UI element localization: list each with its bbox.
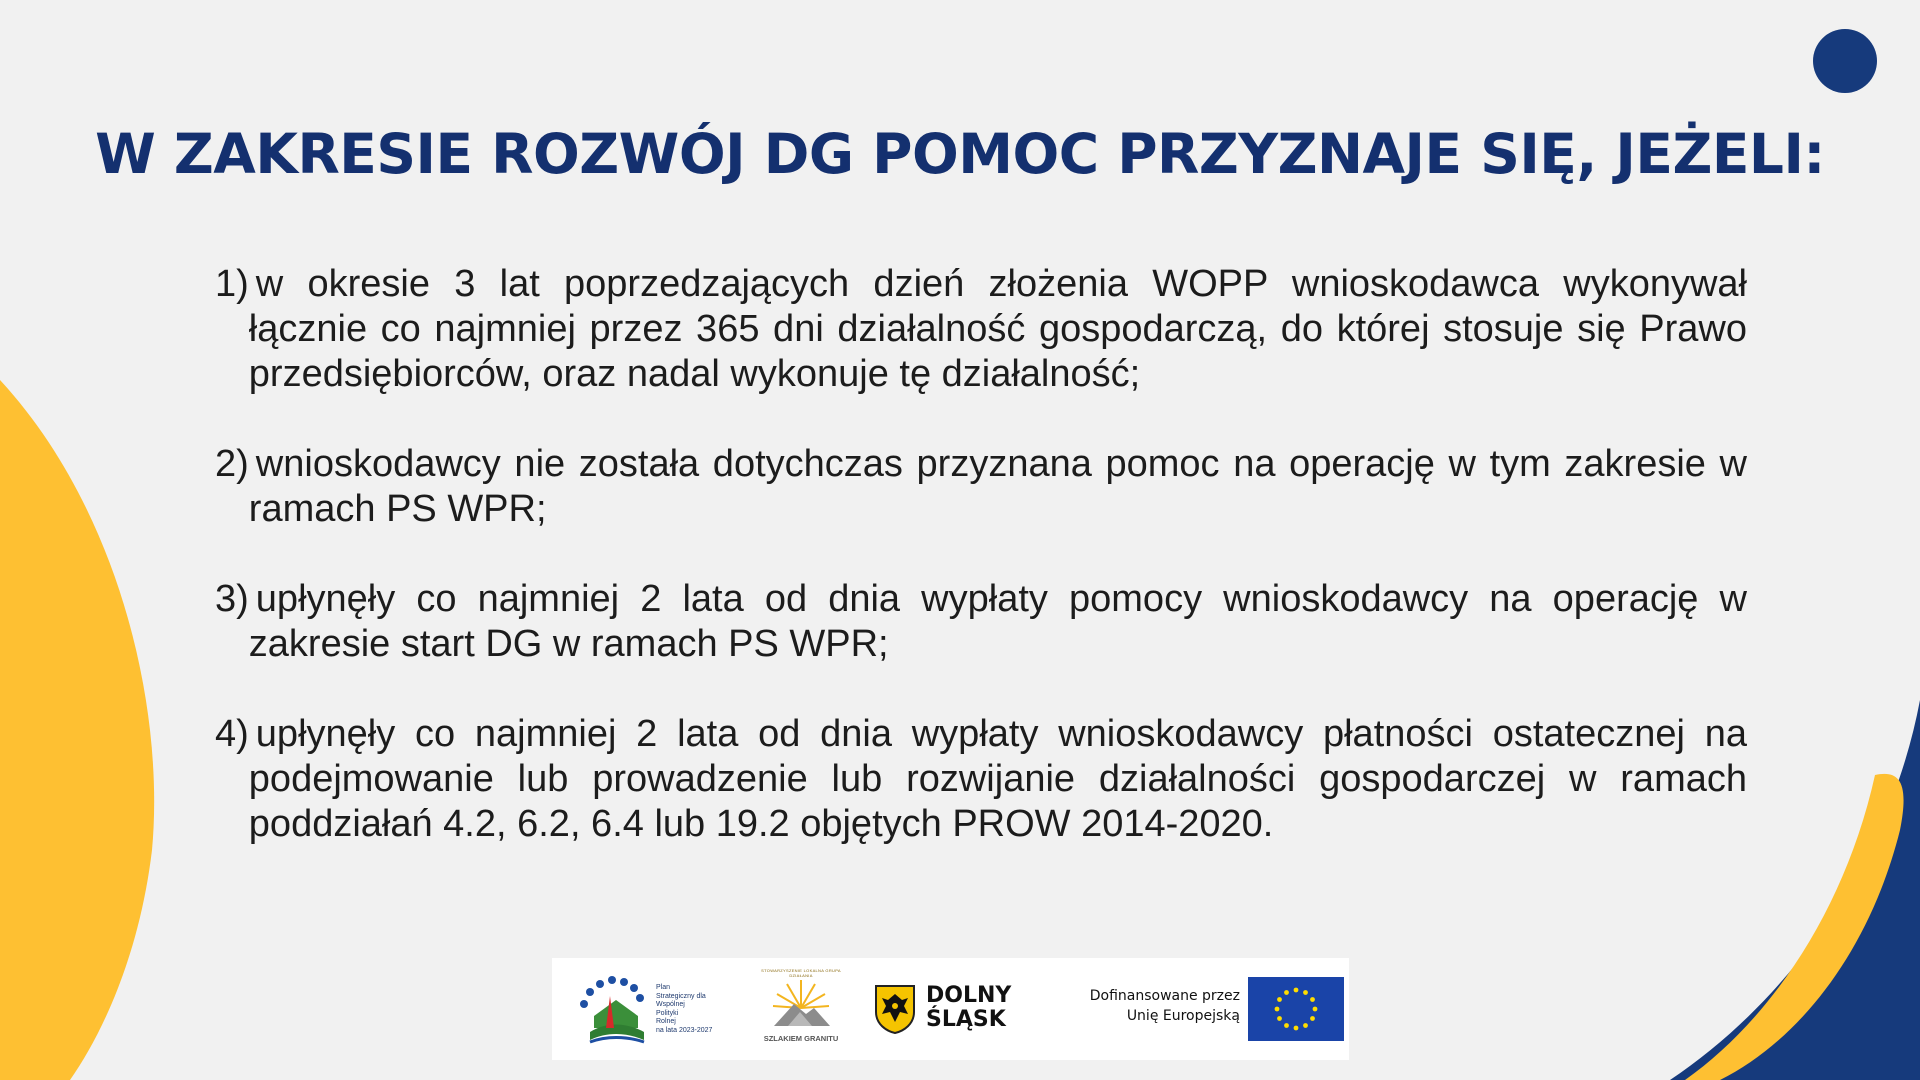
item-text: upłynęły co najmniej 2 lata od dnia wypłaty pomocy wnioskodawcy na operację w zakresie start DG w ramach PS WPR; [248,578,1747,665]
item-number: 1) [215,263,249,305]
list-item [215,442,1747,532]
ps-wpr-text-line: Wspólnej [656,1001,685,1008]
ps-wpr-logo [576,970,726,1050]
page-title: W ZAKRESIE ROZWÓJ DG POMOC PRZYZNAJE SIĘ, JEŻELI: [95,122,1825,186]
eu-text-line-1: Dofinansowane przez [1089,988,1240,1004]
item-number: 2) [215,443,249,485]
eu-text-line-2: Unię Europejską [1126,1008,1240,1024]
lgd-logo [760,968,842,1050]
criteria-list [215,262,1747,892]
eu-flag-icon [1248,977,1344,1041]
item-text: wnioskodawcy nie została dotychczas przyznana pomoc na operację w tym zakresie w ramach PS WPR; [248,443,1747,530]
lgd-arc-text: STOWARZYSZENIE LOKALNA GRUPA DZIAŁANIA [761,968,841,978]
ps-wpr-text-line: Plan [656,984,671,991]
dolny-slask-logo [874,982,1024,1038]
ps-wpr-emblem-icon [576,970,654,1050]
ps-wpr-text-line: na lata 2023-2027 [656,1026,713,1034]
list-item [215,577,1747,667]
lgd-name: SZLAKIEM GRANITU [763,1034,839,1043]
item-number: 3) [215,578,249,620]
lgd-emblem-icon [760,968,842,1038]
eu-cofinancing [1050,976,1340,1042]
item-number: 4) [215,713,249,755]
dolny-slask-coat-of-arms-icon [874,984,916,1034]
item-text: upłynęły co najmniej 2 lata od dnia wypłaty wnioskodawcy płatności ostatecznej na podejmowanie lub prowadzenie lub rozwijanie działalności gospodarczej w ramach poddziałań 4.2, 6.2, 6.4 lub 19.2 objętych PROW 2014-2020. [248,713,1747,845]
left-yellow-arc [0,380,160,1080]
item-text: w okresie 3 lat poprzedzających dzień złożenia WOPP wnioskodawca wykonywał łącznie co najmniej przez 365 dni działalność gospodarczą, do której stosuje się Prawo przedsiębiorców, oraz nadal wykonuje tę działalność; [248,263,1747,395]
ps-wpr-text-line: Strategiczny dla [656,992,706,1000]
dolny-line-1: DOLNY [926,983,1012,1008]
ps-wpr-text-line: Polityki [656,1009,679,1017]
top-right-dot [1812,28,1878,94]
list-item [215,262,1747,397]
list-item [215,712,1747,847]
dolny-line-2: ŚLĄSK [926,1007,1006,1032]
ps-wpr-text-line: Rolnej [656,1018,676,1025]
logo-strip [552,958,1349,1060]
